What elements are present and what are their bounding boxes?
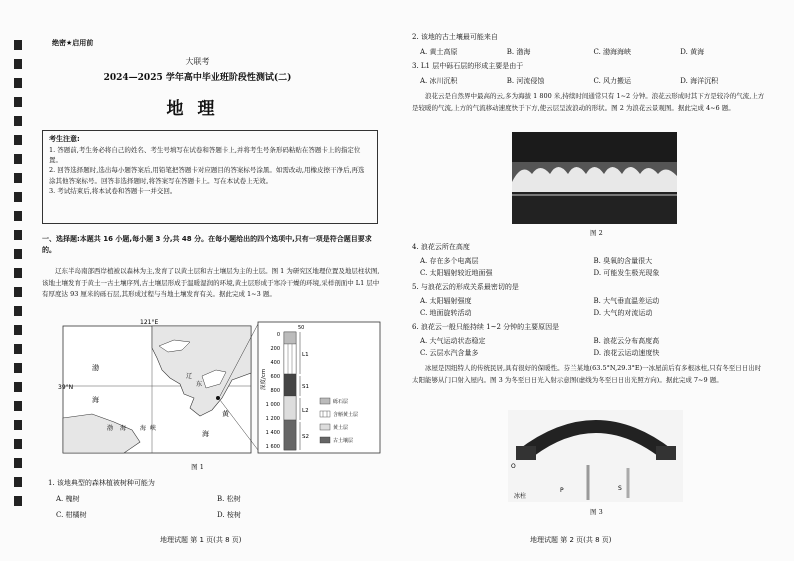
subject-title: 地理 [166,99,229,119]
question-1 [48,478,378,526]
question-stem: 6. 浪花云一般只能持续 1~2 分钟的主要原因是 [412,323,560,331]
layer-label: S2 [302,434,309,440]
exam-title: 2024—2025 学年高中毕业班阶段性测试(二) [103,73,292,83]
question-stem: 5. 与浪花云的形成关系最密切的是 [412,283,519,291]
option-a: A. 槐树 [56,495,80,503]
notice-item: 1. 答题前,考生务必将自己的姓名、考生号填写在试卷和答题卡上,并将考生号条形码粘贴在答题卡上的指定位置。 [49,146,361,165]
depth-tick: 1 000 [265,402,280,408]
option-a: A. 太阳辐射强度 [420,297,472,305]
notice-box [42,130,378,224]
question-stem: 4. 浪花云所在高度 [412,243,470,251]
right-column [412,32,767,114]
secret-label: 绝密★启用前 [52,39,94,47]
map-label: 海 [120,425,127,432]
map-label: 辽 [186,373,193,380]
question-stem: 1. 该地典型的森林植被树种可能为 [48,479,155,487]
fig3-label: S [618,485,622,492]
map-label: 渤 [107,425,114,432]
option-b: B. 河流侵蚀 [506,77,545,85]
option-c: C. 柑橘树 [56,511,87,519]
option-c: C. 太阳辐射较近地面强 [420,269,493,277]
layer-label: S1 [302,384,309,390]
option-c: C. 云层水汽含量多 [420,349,479,357]
option-d: D. 大气的对流运动 [593,309,653,317]
legend-item: 含斛黄土层 [333,412,359,418]
map-label: 渤 [92,364,99,372]
option-d: D. 黄海 [680,48,705,56]
fig3-label: 冰柱 [514,493,527,500]
wave-clouds [512,132,677,224]
figure-3-caption: 图 3 [590,508,603,516]
depth-tick: 1 400 [265,430,280,436]
option-d: D. 可能发生极光现象 [593,269,660,277]
option-c: C. 地面旋转活动 [420,309,472,317]
map-label: 海 [202,430,209,438]
option-c: C. 渤海海峡 [593,48,632,56]
option-a: A. 大气运动状态稳定 [420,337,486,345]
option-a: A. 存在多个电离层 [420,257,479,265]
layer-label: L2 [302,408,309,414]
map-label: 黄 [222,410,229,418]
option-b: B. 大气垂直温差运动 [593,297,660,305]
option-a: A. 冰川沉积 [420,77,458,85]
depth-tick: 1 200 [265,416,280,422]
notice-item: 2. 回答选择题时,选出每小题答案后,用铅笔把答题卡对应题目的答案标号涂黑。如需改动,用橡皮擦干净后,再选涂其他答案标号。回答非选择题时,将答案写在答题卡上。写在本试卷上无效。 [49,166,365,185]
layer-label: L1 [302,352,309,358]
map-label: 海 [140,425,147,432]
legend-item: 古土壤层 [333,438,354,444]
option-a: A. 黄土高原 [420,48,458,56]
notice-title: 考生注意: [49,135,80,143]
section-heading: 一、选择题:本题共 16 小题,每小题 3 分,共 48 分。在每小题给出的四个选项中,只有一项是符合题目要求的。 [42,235,372,254]
map-label: 海 [92,396,99,404]
option-b: B. 渤海 [506,48,531,56]
option-d: D. 桉树 [217,511,241,519]
figure-2-caption: 图 2 [590,229,603,237]
option-b: B. 浪花云分布高度高 [593,337,660,345]
depth-tick: 1 600 [265,444,280,450]
lon-label: 121°E [140,319,159,326]
figure-2-photo [512,132,677,224]
exam-org: 大联考 [185,57,210,66]
figure-3 [508,410,683,502]
option-d: D. 浪花云运动速度快 [593,349,660,357]
option-b: B. 松树 [217,495,241,503]
passage-2: 浪花云是自然界中最高的云,多为海拔 1 800 米,持续时间通常只有 1~2 分钟。浪花云形成时其下方是较冷的气流,上方是较暖的气流,上方的气流移动速度快于下方,使云层呈波浪动的形状。图 2 为浪花云景观图。据此完成 4~6 题。 [412,92,765,112]
option-b: B. 臭氧的含量很大 [593,257,653,265]
depth-tick: 400 [270,360,280,366]
legend-item: 砾石层 [333,399,349,405]
top-value: 50 [298,325,305,331]
notice-item: 3. 考试结束后,将本试卷和答题卡一并交回。 [49,186,177,195]
question-stem: 3. L1 层中砾石层的形成主要是由于 [412,62,524,70]
map-label: 峡 [150,425,157,432]
depth-tick: 200 [270,346,280,352]
page-footer-right: 地理试题 第 2 页(共 8 页) [530,536,612,544]
questions-4-6 [412,242,767,386]
legend-item: 黄土层 [333,425,349,431]
depth-tick: 800 [270,388,280,394]
question-stem: 2. 该地的古土壤最可能来自 [412,33,498,41]
lat-label: 39°N [58,384,74,391]
passage-3: 冰屋是因纽特人的传统民居,具有很好的保暖性。芬兰某地(63.5°N,29.3°E)一冰屋前后有多根冰柱,只有冬至日日出时太阳能够从门口射入屋内。图 3 为冬至日日光入射示意图(虚线为冬至日日出光照方向)。据此完成 7~9 题。 [412,364,762,384]
option-d: D. 海洋沉积 [680,77,719,85]
depth-tick: 0 [276,332,280,338]
passage-1: 辽东半岛南部西岸植被以森林为主,发育了以黄土层和古土壤层为主的土层。图 1 为研究区地理位置及地层柱状图,该地土壤发育于黄土一古土壤序列,古土壤层形成于温暖湿润的环境,黄土层形成于寒冷干燥的环境,采样剖面中 L1 层中有厚度达 93 厘米的砾石层,其形成过程与当地土壤发育有关。据此完成 1~3 题。 [42,267,380,298]
fig3-label: O [511,463,516,470]
fig3-label: P [560,487,564,494]
map-label: 东 [196,381,203,388]
depth-tick: 600 [270,374,280,380]
depth-label: 深度/cm [261,368,267,390]
page-footer-left: 地理试题 第 1 页(共 8 页) [160,536,242,544]
figure-1 [58,318,382,455]
option-c: C. 风力搬运 [593,77,632,85]
figure-1-caption: 图 1 [191,463,204,471]
